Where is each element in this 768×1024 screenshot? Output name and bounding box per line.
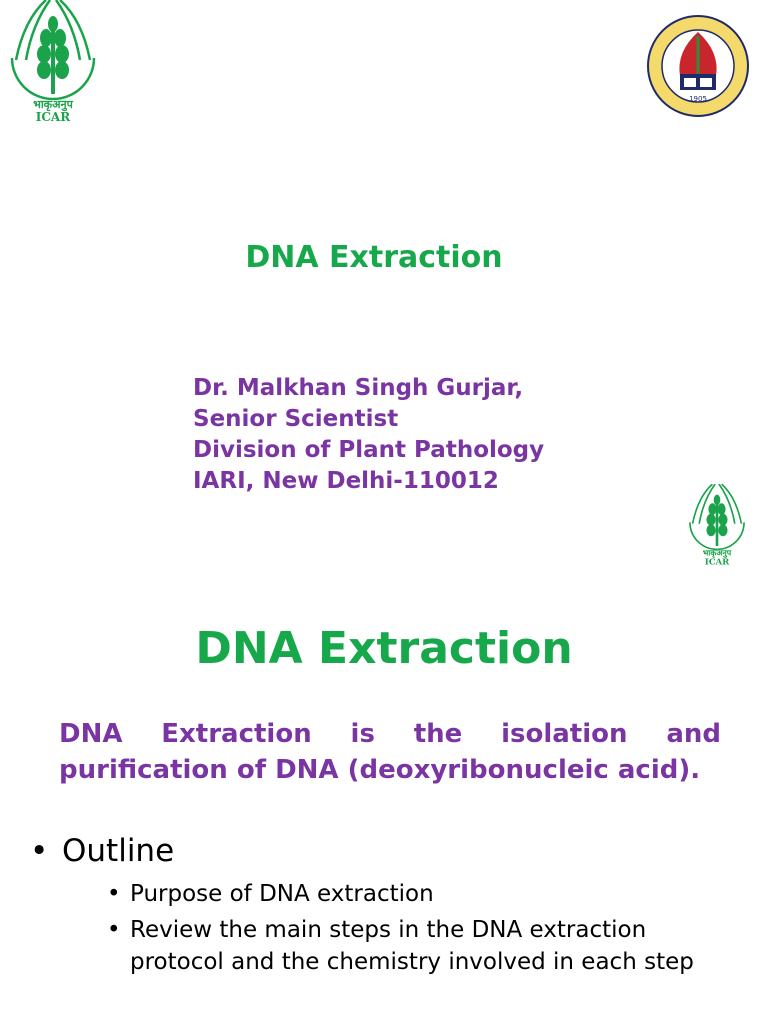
outline-item-text: Purpose of DNA extraction [130, 881, 434, 907]
outline-bullet: • [30, 833, 49, 869]
icar-logo [6, 0, 100, 124]
icar-small-label: ICAR [704, 557, 730, 566]
outline-item-text: Review the main steps in the DNA extraction protocol and the chemistry involved in each step [130, 917, 694, 975]
author-division: Division of Plant Pathology [193, 437, 545, 463]
iari-emblem [646, 12, 750, 120]
outline-item-bullet: • [107, 917, 121, 943]
icar-logo-small [686, 484, 748, 566]
outline-heading [30, 830, 730, 872]
slide-title: DNA Extraction [245, 240, 503, 275]
iari-year: 1905 [689, 95, 707, 103]
author-institute: IARI, New Delhi-110012 [193, 468, 499, 494]
definition-text: DNA Extraction is the isolation and purification of DNA (deoxyribonucleic acid). [59, 719, 721, 785]
icar-devanagari-text: भाकृअनुप [33, 98, 73, 111]
icar-small-devanagari-text: भाकृअनुप [702, 548, 732, 558]
outline-item [107, 914, 717, 978]
outline-heading-label: Outline [62, 833, 175, 869]
icar-label: ICAR [35, 110, 71, 124]
author-block [193, 373, 713, 497]
author-name: Dr. Malkhan Singh Gurjar, [193, 375, 524, 401]
outline-item [107, 878, 717, 910]
outline-item-bullet: • [107, 881, 121, 907]
author-designation: Senior Scientist [193, 406, 399, 432]
section-title: DNA Extraction [195, 623, 573, 674]
